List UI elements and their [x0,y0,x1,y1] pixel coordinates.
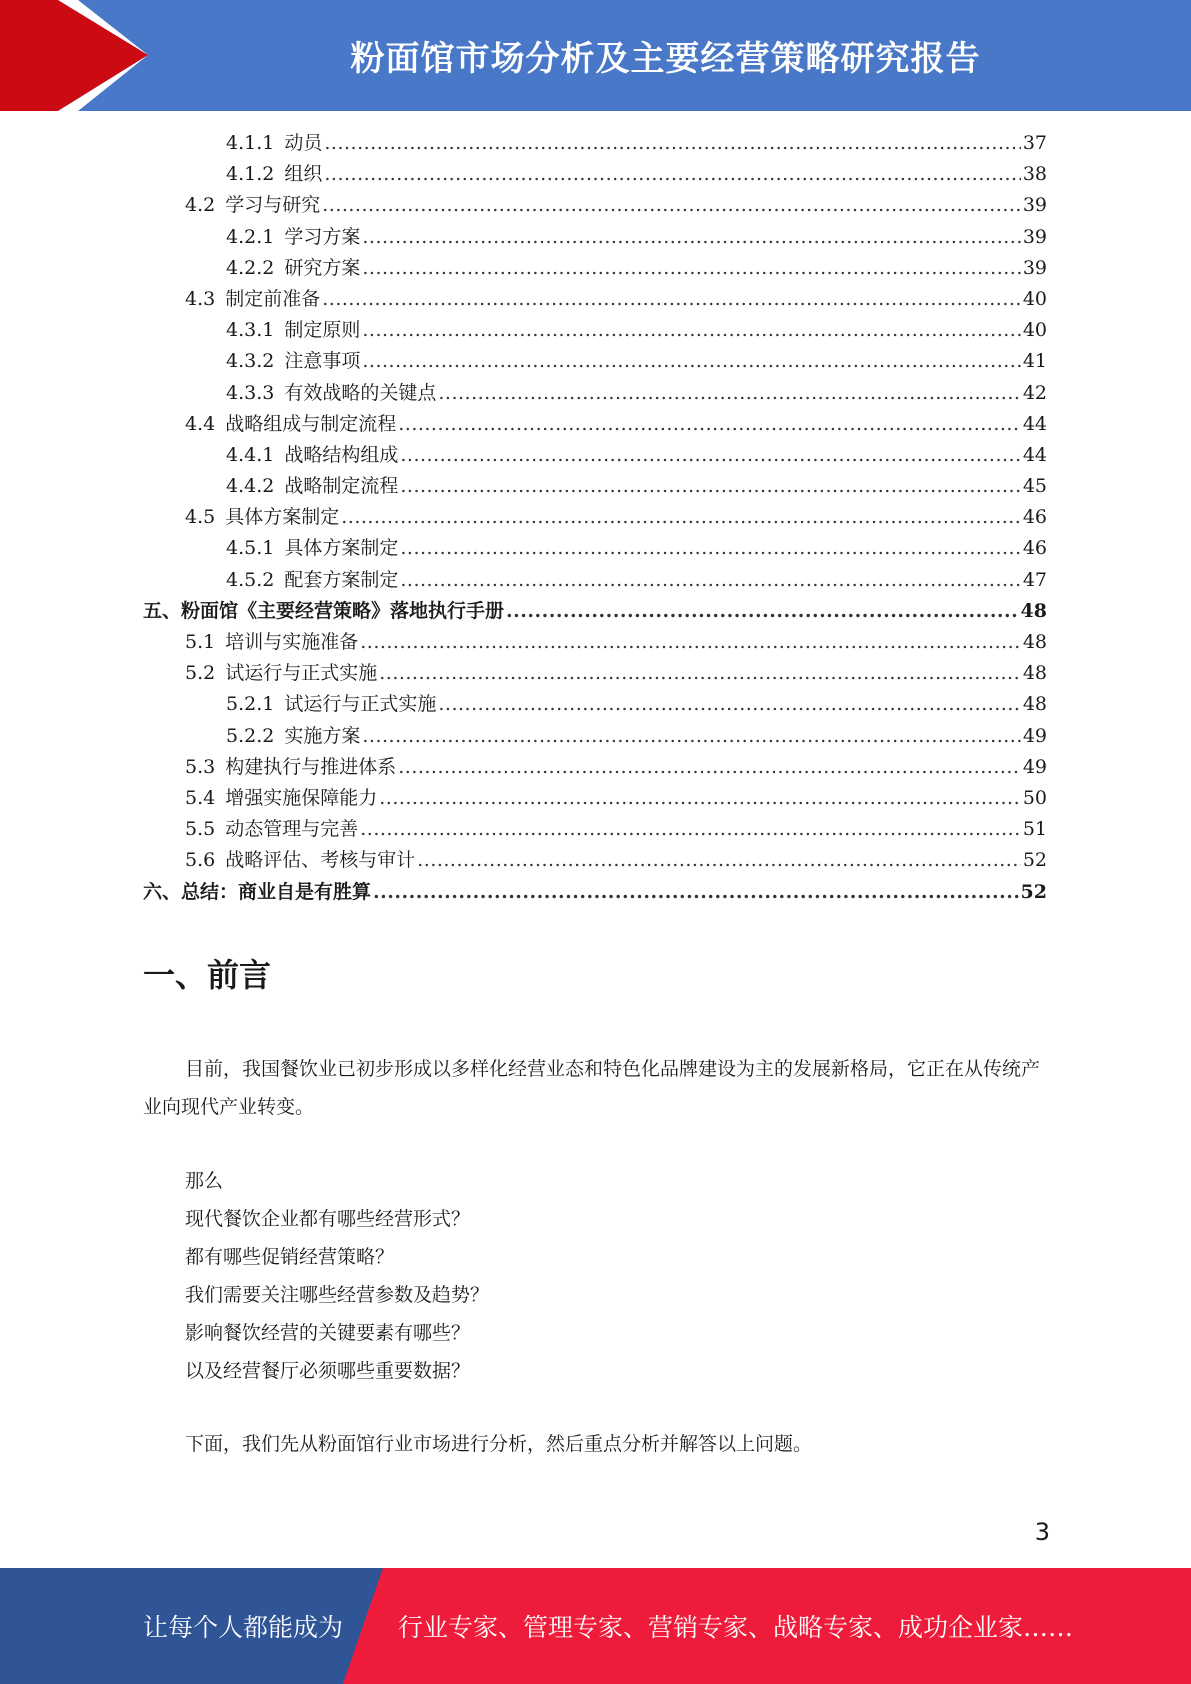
toc-entry-page: 51 [1022,818,1047,841]
question-line: 影响餐饮经营的关键要素有哪些？ [185,1322,471,1344]
toc-entry-label [185,658,377,689]
toc-entry-label [143,877,371,908]
toc-entry-title: 试运行与正式实施 [284,693,437,716]
toc-entry-page: 41 [1022,350,1047,373]
toc-leader-dots [379,658,1021,689]
toc-entry-number: 5.6 [185,849,216,872]
toc-entry-page: 39 [1022,256,1047,279]
toc-entry-number: 4.5 [185,506,216,529]
toc-entry-page: 48 [1022,693,1047,716]
page-number: 3 [1034,1518,1050,1546]
toc-entry-number: 4.5.2 [226,568,275,591]
toc-entry-number: 4.2.1 [226,225,275,248]
toc-entry-number: 5.5 [185,818,216,841]
toc-entry[interactable] [143,128,1047,159]
toc-entry-label [185,783,377,814]
toc-entry-page: 48 [1022,662,1047,685]
toc-entry-label [185,627,358,658]
toc-entry-title: 战略结构组成 [284,443,399,466]
toc-entry-number: 4.3.2 [226,350,275,373]
toc-entry-title: 具体方案制定 [284,537,399,560]
toc-entry-number: 4.4.2 [226,475,275,498]
toc-entry-label [185,814,358,845]
toc-leader-dots [360,814,1021,845]
toc-entry-page: 42 [1022,381,1047,404]
toc-entry-label [185,845,415,876]
toc-entry-title: 学习方案 [284,225,361,248]
toc-entry-label [143,596,504,627]
toc-entry-title: 配套方案制定 [284,568,399,591]
toc-entry-title: 培训与实施准备 [225,631,359,653]
toc-entry[interactable] [143,752,1047,783]
toc-entry-page: 49 [1022,755,1047,778]
page-header [0,0,1191,111]
toc-leader-dots [400,440,1020,471]
toc-entry-title: 制定前准备 [225,287,321,310]
toc-entry-title: 具体方案制定 [225,506,340,529]
toc-entry[interactable] [143,845,1047,876]
table-of-contents [143,128,1047,908]
toc-entry-label [185,409,396,440]
toc-entry-title: 组织 [284,163,323,186]
toc-entry[interactable] [143,190,1047,221]
toc-entry-title: 实施方案 [284,724,361,747]
toc-entry-label [226,128,322,159]
toc-entry[interactable] [143,222,1047,253]
toc-entry-label [185,502,339,533]
toc-entry-page: 37 [1022,132,1047,154]
toc-entry-page: 40 [1022,319,1047,342]
footer-slogan-right: 行业专家、管理专家、营销专家、战略专家、成功企业家…… [398,1613,1074,1642]
toc-leader-dots [362,253,1020,284]
toc-entry-title: 研究方案 [284,256,361,279]
toc-entry[interactable] [143,378,1047,409]
question-line: 以及经营餐厅必须哪些重要数据？ [185,1360,471,1382]
toc-entry[interactable] [143,315,1047,346]
toc-entry-number: 4.2 [185,194,216,217]
toc-entry-page: 48 [1022,631,1047,653]
toc-entry[interactable] [143,783,1047,814]
toc-entry[interactable] [143,689,1047,720]
toc-entry-page: 40 [1022,287,1047,310]
toc-leader-dots [398,752,1021,783]
toc-entry-label [226,222,360,253]
toc-entry[interactable] [143,502,1047,533]
toc-entry-number: 4.3 [185,287,216,310]
toc-entry[interactable] [143,440,1047,471]
toc-entry-number: 4.5.1 [226,537,275,560]
toc-leader-dots [438,689,1020,720]
toc-entry-title: 战略评估、考核与审计 [225,849,416,872]
toc-leader-dots [400,471,1020,502]
toc-entry-number: 5.1 [185,631,216,653]
toc-entry-number: 4.1.2 [226,163,275,186]
toc-entry[interactable] [143,284,1047,315]
footer-slogan-left: 让每个人都能成为 [143,1613,344,1642]
toc-entry-page: 47 [1022,568,1047,591]
question-list [185,1162,489,1390]
toc-entry[interactable] [143,533,1047,564]
section-heading: 一、前言 [143,956,272,994]
toc-entry-title: 战略制定流程 [284,475,399,498]
toc-leader-dots [400,565,1020,596]
toc-entry[interactable] [143,658,1047,689]
toc-entry[interactable] [143,627,1047,658]
toc-entry-label [226,533,398,564]
toc-entry-page: 39 [1022,225,1047,248]
question-line: 那么 [185,1170,224,1192]
toc-entry-page: 46 [1022,506,1047,529]
toc-leader-dots [362,315,1020,346]
toc-entry[interactable] [143,159,1047,190]
toc-entry-number: 4.3.3 [226,381,275,404]
toc-entry-number: 5.4 [185,786,216,809]
toc-entry[interactable] [143,471,1047,502]
toc-entry-page: 45 [1022,475,1047,498]
toc-entry-page: 50 [1022,786,1047,809]
toc-entry-page: 38 [1022,163,1047,186]
question-line: 我们需要关注哪些经营参数及趋势？ [185,1284,490,1306]
toc-entry-title: 构建执行与推进体系 [225,755,397,778]
toc-entry-title: 战略组成与制定流程 [225,412,397,435]
toc-entry-title: 六、总结：商业自是有胜算 [143,880,372,903]
toc-entry-title: 动态管理与完善 [225,818,359,841]
toc-entry-title: 试运行与正式实施 [225,662,378,685]
toc-leader-dots [379,783,1021,814]
toc-entry-page: 48 [1020,599,1047,622]
toc-entry-page: 44 [1022,443,1047,466]
toc-entry-title: 五、粉面馆《主要经营策略》落地执行手册 [143,599,505,622]
toc-entry-number: 4.4.1 [226,443,275,466]
toc-entry-page: 39 [1022,194,1047,217]
toc-entry-title: 有效战略的关键点 [284,381,437,404]
toc-leader-dots [322,190,1021,221]
toc-entry-title: 学习与研究 [225,194,321,217]
toc-entry-label [226,253,360,284]
toc-entry-label [226,346,360,377]
toc-entry[interactable] [143,409,1047,440]
toc-entry-label [226,565,398,596]
toc-leader-dots [438,378,1020,409]
toc-leader-dots [398,409,1021,440]
toc-entry-page: 46 [1022,537,1047,560]
toc-entry[interactable] [143,253,1047,284]
toc-entry-label [226,378,436,409]
toc-entry[interactable] [143,596,1047,627]
document-title: 粉面馆市场分析及主要经营策略研究报告 [350,39,981,79]
toc-entry-page: 49 [1022,724,1047,747]
toc-entry-number: 5.3 [185,755,216,778]
question-line: 现代餐饮企业都有哪些经营形式？ [185,1208,471,1230]
toc-leader-dots [324,128,1020,159]
toc-leader-dots [324,159,1020,190]
toc-entry-number: 5.2.2 [226,724,275,747]
toc-leader-dots [322,284,1021,315]
toc-leader-dots [400,533,1020,564]
toc-entry[interactable] [143,877,1047,908]
toc-leader-dots [362,222,1020,253]
toc-entry-title: 制定原则 [284,319,361,342]
intro-paragraph: 目前，我国餐饮业已初步形成以多样化经营业态和特色化品牌建设为主的发展新格局，它正在从传统产业向现代产业转变。 [143,1058,1041,1118]
toc-entry-label [226,440,398,471]
toc-entry-number: 4.3.1 [226,319,275,342]
toc-entry[interactable] [143,346,1047,377]
toc-entry-title: 动员 [284,132,323,154]
toc-entry-number: 5.2 [185,662,216,685]
toc-leader-dots [362,721,1020,752]
toc-entry-number: 5.2.1 [226,693,275,716]
toc-entry-label [185,752,396,783]
toc-entry-page: 52 [1020,880,1047,903]
toc-entry-label [226,315,360,346]
toc-entry-label [226,689,436,720]
question-line: 都有哪些促销经营策略？ [185,1246,395,1268]
toc-leader-dots [506,596,1019,627]
toc-entry[interactable] [143,814,1047,845]
toc-entry-title: 注意事项 [284,350,361,373]
toc-entry-label [226,721,360,752]
toc-leader-dots [417,845,1021,876]
toc-leader-dots [341,502,1021,533]
toc-entry-number: 4.2.2 [226,256,275,279]
toc-leader-dots [373,877,1019,908]
toc-entry[interactable] [143,721,1047,752]
toc-entry-label [185,190,320,221]
toc-entry-title: 增强实施保障能力 [225,786,378,809]
toc-leader-dots [360,627,1021,658]
toc-entry-number: 4.4 [185,412,216,435]
toc-entry-label [185,284,320,315]
toc-entry-page: 52 [1022,849,1047,872]
toc-leader-dots [362,346,1020,377]
outro-paragraph: 下面，我们先从粉面馆行业市场进行分析，然后重点分析并解答以上问题。 [185,1433,813,1455]
toc-entry-number: 4.1.1 [226,132,275,154]
toc-entry-label [226,471,398,502]
toc-entry-label [226,159,322,190]
toc-entry[interactable] [143,565,1047,596]
toc-entry-page: 44 [1022,412,1047,435]
